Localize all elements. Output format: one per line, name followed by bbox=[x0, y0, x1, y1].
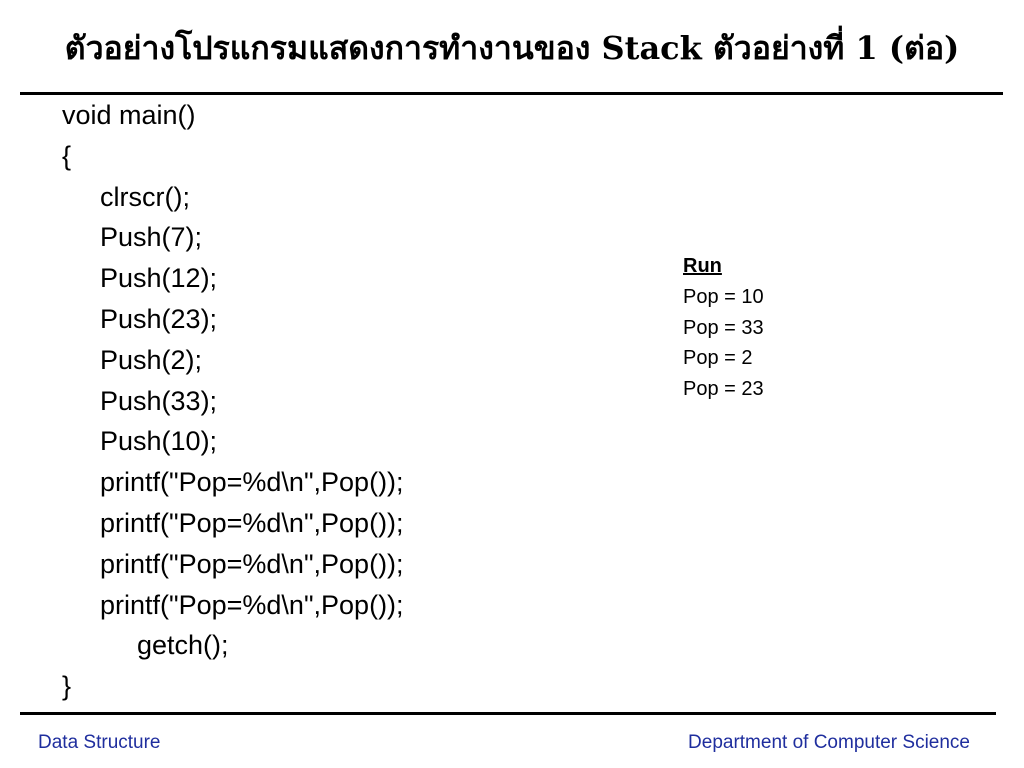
code-line: Push(12); bbox=[100, 263, 218, 294]
code-listing bbox=[62, 95, 404, 707]
code-line: Push(23); bbox=[100, 303, 218, 334]
footer-divider bbox=[20, 712, 996, 715]
code-line: getch(); bbox=[137, 630, 229, 661]
run-output-lines bbox=[683, 282, 764, 404]
footer-department-name: Department of Computer Science bbox=[688, 732, 970, 753]
code-line: void main() bbox=[62, 100, 196, 130]
run-output-line: Pop = 33 bbox=[683, 316, 764, 339]
run-output-panel bbox=[683, 251, 764, 404]
run-output-line: Pop = 2 bbox=[683, 347, 753, 369]
run-output-line: Pop = 10 bbox=[683, 286, 764, 308]
code-line: printf("Pop=%d\n",Pop()); bbox=[100, 467, 404, 498]
code-line: Push(10); bbox=[100, 426, 218, 457]
footer-course-name: Data Structure bbox=[38, 732, 161, 753]
run-output-heading: Run bbox=[683, 255, 722, 277]
code-line: printf("Pop=%d\n",Pop()); bbox=[100, 548, 404, 579]
slide-title: ตัวอย่างโปรแกรมแสดงการทำงานของ Stack ตัวอย่างที่ 1 (ต่อ) bbox=[64, 29, 960, 67]
run-output-line: Pop = 23 bbox=[683, 377, 764, 400]
code-line: printf("Pop=%d\n",Pop()); bbox=[100, 507, 404, 538]
code-line: Push(33); bbox=[100, 385, 218, 416]
code-line: } bbox=[62, 671, 72, 702]
code-line: clrscr(); bbox=[100, 181, 190, 212]
code-line: Push(7); bbox=[100, 222, 203, 253]
code-line: Push(2); bbox=[100, 344, 203, 375]
code-line: { bbox=[62, 140, 72, 171]
code-line: printf("Pop=%d\n",Pop()); bbox=[100, 589, 404, 620]
